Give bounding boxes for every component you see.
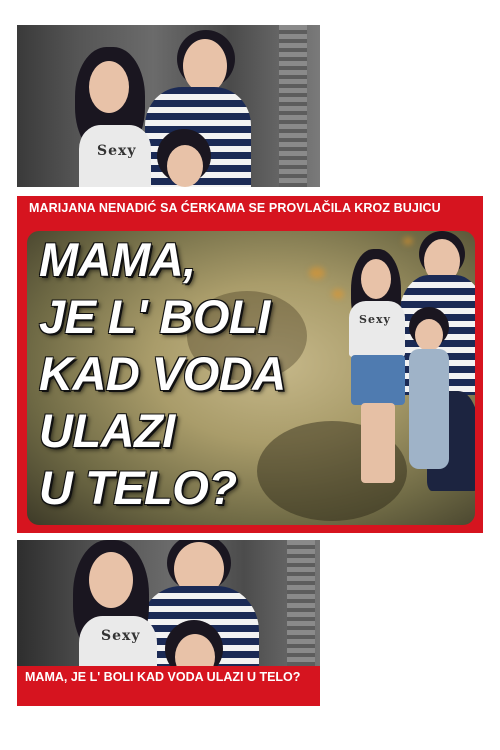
- caption-bar: MAMA, JE L' BOLI KAD VODA ULAZI U TELO?: [17, 666, 320, 706]
- subtitle-banner: MARIJANA NENADIĆ SA ĆERKAMA SE PROVLAČILA KROZ BUJICU: [17, 196, 483, 220]
- light-spot: [403, 237, 413, 245]
- girl-face: [361, 259, 391, 299]
- light-spot: [309, 267, 325, 279]
- small-girl-outfit: [409, 349, 449, 469]
- headline-line-5: U TELO?: [39, 461, 237, 514]
- light-spot: [332, 289, 344, 299]
- small-girl-face: [167, 145, 203, 187]
- girl-skirt: [351, 355, 405, 405]
- shirt-print: Sexy: [101, 628, 141, 644]
- main-photo: [27, 231, 475, 525]
- building-door: [279, 25, 307, 187]
- headline-line-3: KAD VODA: [39, 347, 286, 400]
- shirt-print: Sexy: [97, 143, 137, 159]
- headline-line-1: MAMA,: [39, 233, 196, 286]
- headline-line-2: JE L' BOLI: [39, 290, 270, 343]
- girl-legs: [361, 403, 395, 483]
- small-girl-face: [415, 319, 443, 351]
- top-photo: [17, 25, 320, 187]
- headline: [39, 231, 286, 516]
- main-feature-card: [17, 220, 483, 533]
- mother-face: [183, 39, 227, 93]
- girl-face: [89, 552, 133, 608]
- shirt-print: Sexy: [359, 313, 391, 326]
- headline-line-4: ULAZI: [39, 404, 175, 457]
- girl-face: [89, 61, 129, 113]
- girl-shirt: [349, 301, 405, 357]
